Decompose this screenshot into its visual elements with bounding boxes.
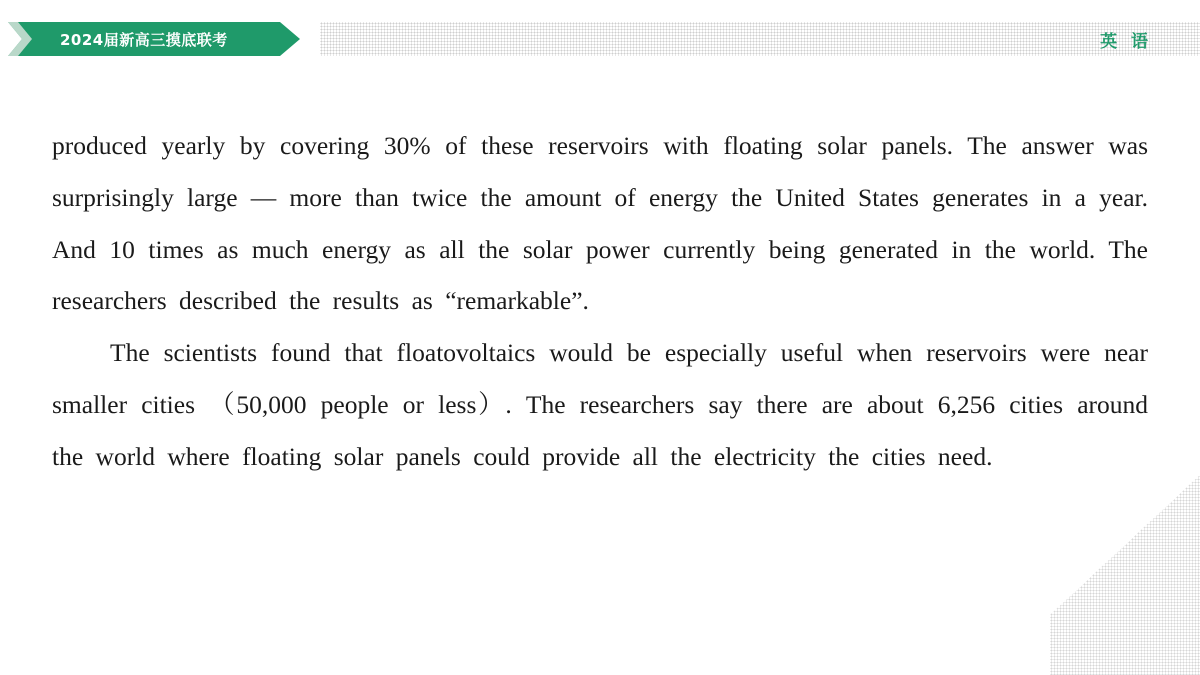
exam-title-badge <box>8 22 300 56</box>
corner-dotted-decoration <box>1050 475 1200 675</box>
subject-label: 英 语 <box>1100 32 1152 52</box>
header-dotted-band <box>320 22 1200 56</box>
passage-text <box>52 120 1148 483</box>
exam-title: 2024届新高三摸底联考 <box>60 31 228 49</box>
paragraph-2: The scientists found that floatovoltaics would be especially useful when reservoirs were near smaller cities （50,000 people or less）. The researchers say there are about 6,256 cities around the world where floating solar panels could provide all the electricity the cities need. <box>52 338 1148 471</box>
paragraph-1: produced yearly by covering 30% of these reservoirs with floating solar panels. The answer was surprisingly large — more than twice the amount of energy the United States generates in a year. And 10 times as much energy as all the solar power currently being generated in the world. The researchers described the results as “remarkable”. <box>52 131 1148 316</box>
